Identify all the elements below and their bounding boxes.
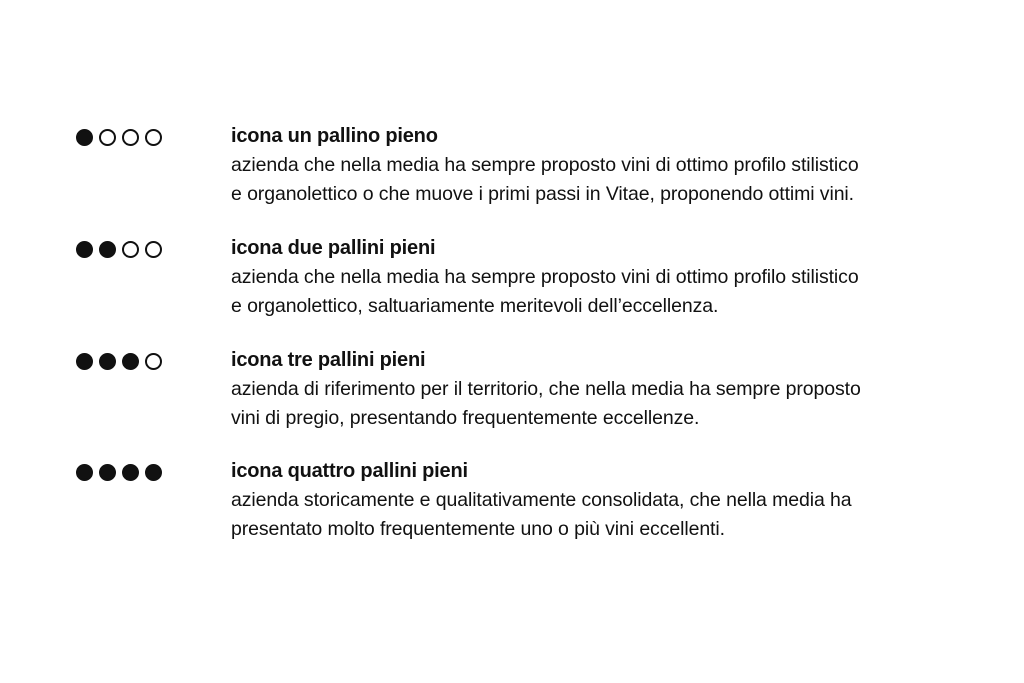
rating-entry-4 <box>76 459 1006 549</box>
rating-text <box>231 236 1006 321</box>
empty-dot-icon <box>122 241 139 258</box>
rating-title: icona quattro pallini pieni <box>231 460 468 482</box>
rating-description <box>231 263 1006 321</box>
rating-entry-1 <box>76 124 1006 214</box>
description-line: presentato molto frequentemente uno o più vini eccellenti. <box>231 518 725 540</box>
filled-dot-icon <box>145 464 162 481</box>
description-line: azienda storicamente e qualitativamente consolidata, che nella media ha <box>231 489 852 511</box>
rating-text <box>231 124 1006 209</box>
description-line: azienda che nella media ha sempre proposto vini di ottimo profilo stilistico <box>231 154 859 176</box>
empty-dot-icon <box>99 129 116 146</box>
empty-dot-icon <box>145 353 162 370</box>
empty-dot-icon <box>145 129 162 146</box>
rating-title: icona tre pallini pieni <box>231 349 426 371</box>
filled-dot-icon <box>76 241 93 258</box>
rating-description <box>231 151 1006 209</box>
description-line: azienda che nella media ha sempre proposto vini di ottimo profilo stilistico <box>231 266 859 288</box>
empty-dot-icon <box>145 241 162 258</box>
rating-dots <box>76 462 162 482</box>
filled-dot-icon <box>122 353 139 370</box>
filled-dot-icon <box>76 464 93 481</box>
rating-entry-3 <box>76 348 1006 438</box>
rating-title: icona un pallino pieno <box>231 125 438 147</box>
description-line: e organolettico, saltuariamente meritevoli dell’eccellenza. <box>231 295 719 317</box>
filled-dot-icon <box>99 464 116 481</box>
filled-dot-icon <box>76 353 93 370</box>
filled-dot-icon <box>99 353 116 370</box>
rating-dots <box>76 239 162 259</box>
rating-text <box>231 348 1006 433</box>
filled-dot-icon <box>76 129 93 146</box>
rating-description <box>231 375 1006 433</box>
rating-dots <box>76 127 162 147</box>
description-line: e organolettico o che muove i primi passi in Vitae, proponendo ottimi vini. <box>231 183 854 205</box>
empty-dot-icon <box>122 129 139 146</box>
rating-description <box>231 486 1006 544</box>
filled-dot-icon <box>99 241 116 258</box>
rating-entry-2 <box>76 236 1006 326</box>
description-line: vini di pregio, presentando frequentemente eccellenze. <box>231 407 700 429</box>
description-line: azienda di riferimento per il territorio, che nella media ha sempre proposto <box>231 378 861 400</box>
rating-dots <box>76 351 162 371</box>
rating-title: icona due pallini pieni <box>231 237 436 259</box>
filled-dot-icon <box>122 464 139 481</box>
rating-text <box>231 459 1006 544</box>
